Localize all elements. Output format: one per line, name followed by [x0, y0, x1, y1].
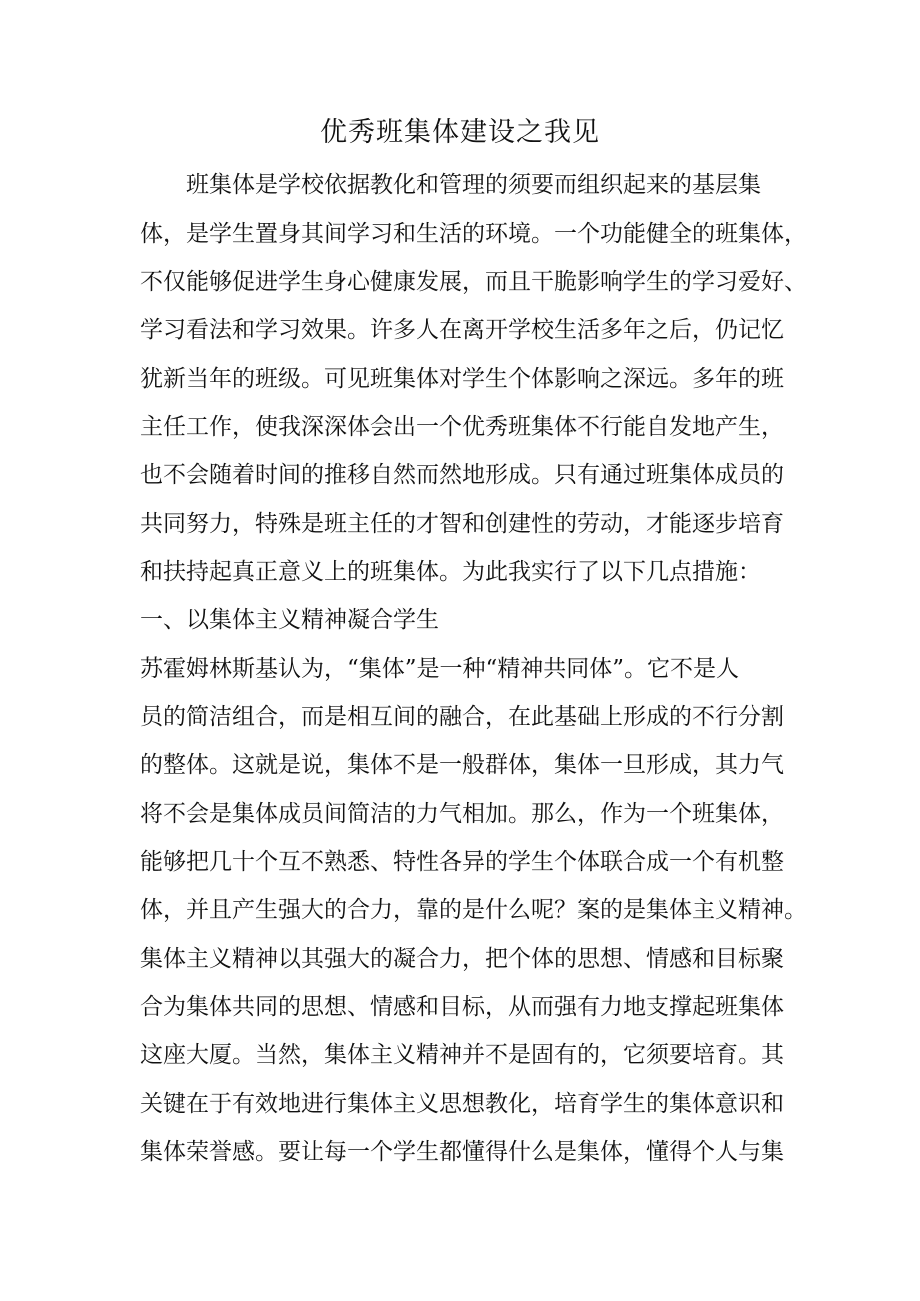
paragraph-line: 的整体。这就是说，集体不是一般群体，集体一旦形成，其力气: [140, 752, 784, 778]
paragraph-line: 不仅能够促进学生身心健康发展，而且干脆影响学生的学习爱好、: [140, 269, 807, 295]
document-title: 优秀班集体建设之我见: [320, 117, 600, 148]
paragraph-line: 班集体是学校依据教化和管理的须要而组织起来的基层集: [186, 172, 761, 198]
paragraph-line: 集体荣誉感。要让每一个学生都懂得什么是集体，懂得个人与集: [140, 1139, 784, 1165]
paragraph-line: 关键在于有效地进行集体主义思想教化，培育学生的集体意识和: [140, 1091, 784, 1117]
paragraph-line: 能够把几十个互不熟悉、特性各异的学生个体联合成一个有机整: [140, 849, 784, 875]
paragraph-line: 也不会随着时间的推移自然而然地形成。只有通过班集体成员的: [140, 462, 784, 488]
paragraph-line: 犹新当年的班级。可见班集体对学生个体影响之深远。多年的班: [140, 366, 784, 392]
section-heading: 一、以集体主义精神凝合学生: [140, 607, 439, 633]
paragraph-line: 苏霍姆林斯基认为，“集体”是一种“精神共同体”。它不是人: [140, 656, 740, 682]
paragraph-line: 主任工作，使我深深体会出一个优秀班集体不行能自发地产生，: [140, 414, 784, 440]
paragraph-line: 共同努力，特殊是班主任的才智和创建性的劳动，才能逐步培育: [140, 511, 784, 537]
paragraph-line: 这座大厦。当然，集体主义精神并不是固有的，它须要培育。其: [140, 1042, 784, 1068]
paragraph-line: 体，是学生置身其间学习和生活的环境。一个功能健全的班集体，: [140, 221, 807, 247]
paragraph-line: 体，并且产生强大的合力，靠的是什么呢？案的是集体主义精神。: [140, 897, 807, 923]
paragraph-line: 学习看法和学习效果。许多人在离开学校生活多年之后，仍记忆: [140, 317, 784, 343]
paragraph-line: 集体主义精神以其强大的凝合力，把个体的思想、情感和目标聚: [140, 946, 784, 972]
paragraph-line: 合为集体共同的思想、情感和目标，从而强有力地支撑起班集体: [140, 994, 784, 1020]
paragraph-line: 和扶持起真正意义上的班集体。为此我实行了以下几点措施：: [140, 559, 761, 585]
paragraph-line: 将不会是集体成员间简洁的力气相加。那么，作为一个班集体，: [140, 801, 784, 827]
paragraph-line: 员的简洁组合，而是相互间的融合，在此基础上形成的不行分割: [140, 704, 784, 730]
